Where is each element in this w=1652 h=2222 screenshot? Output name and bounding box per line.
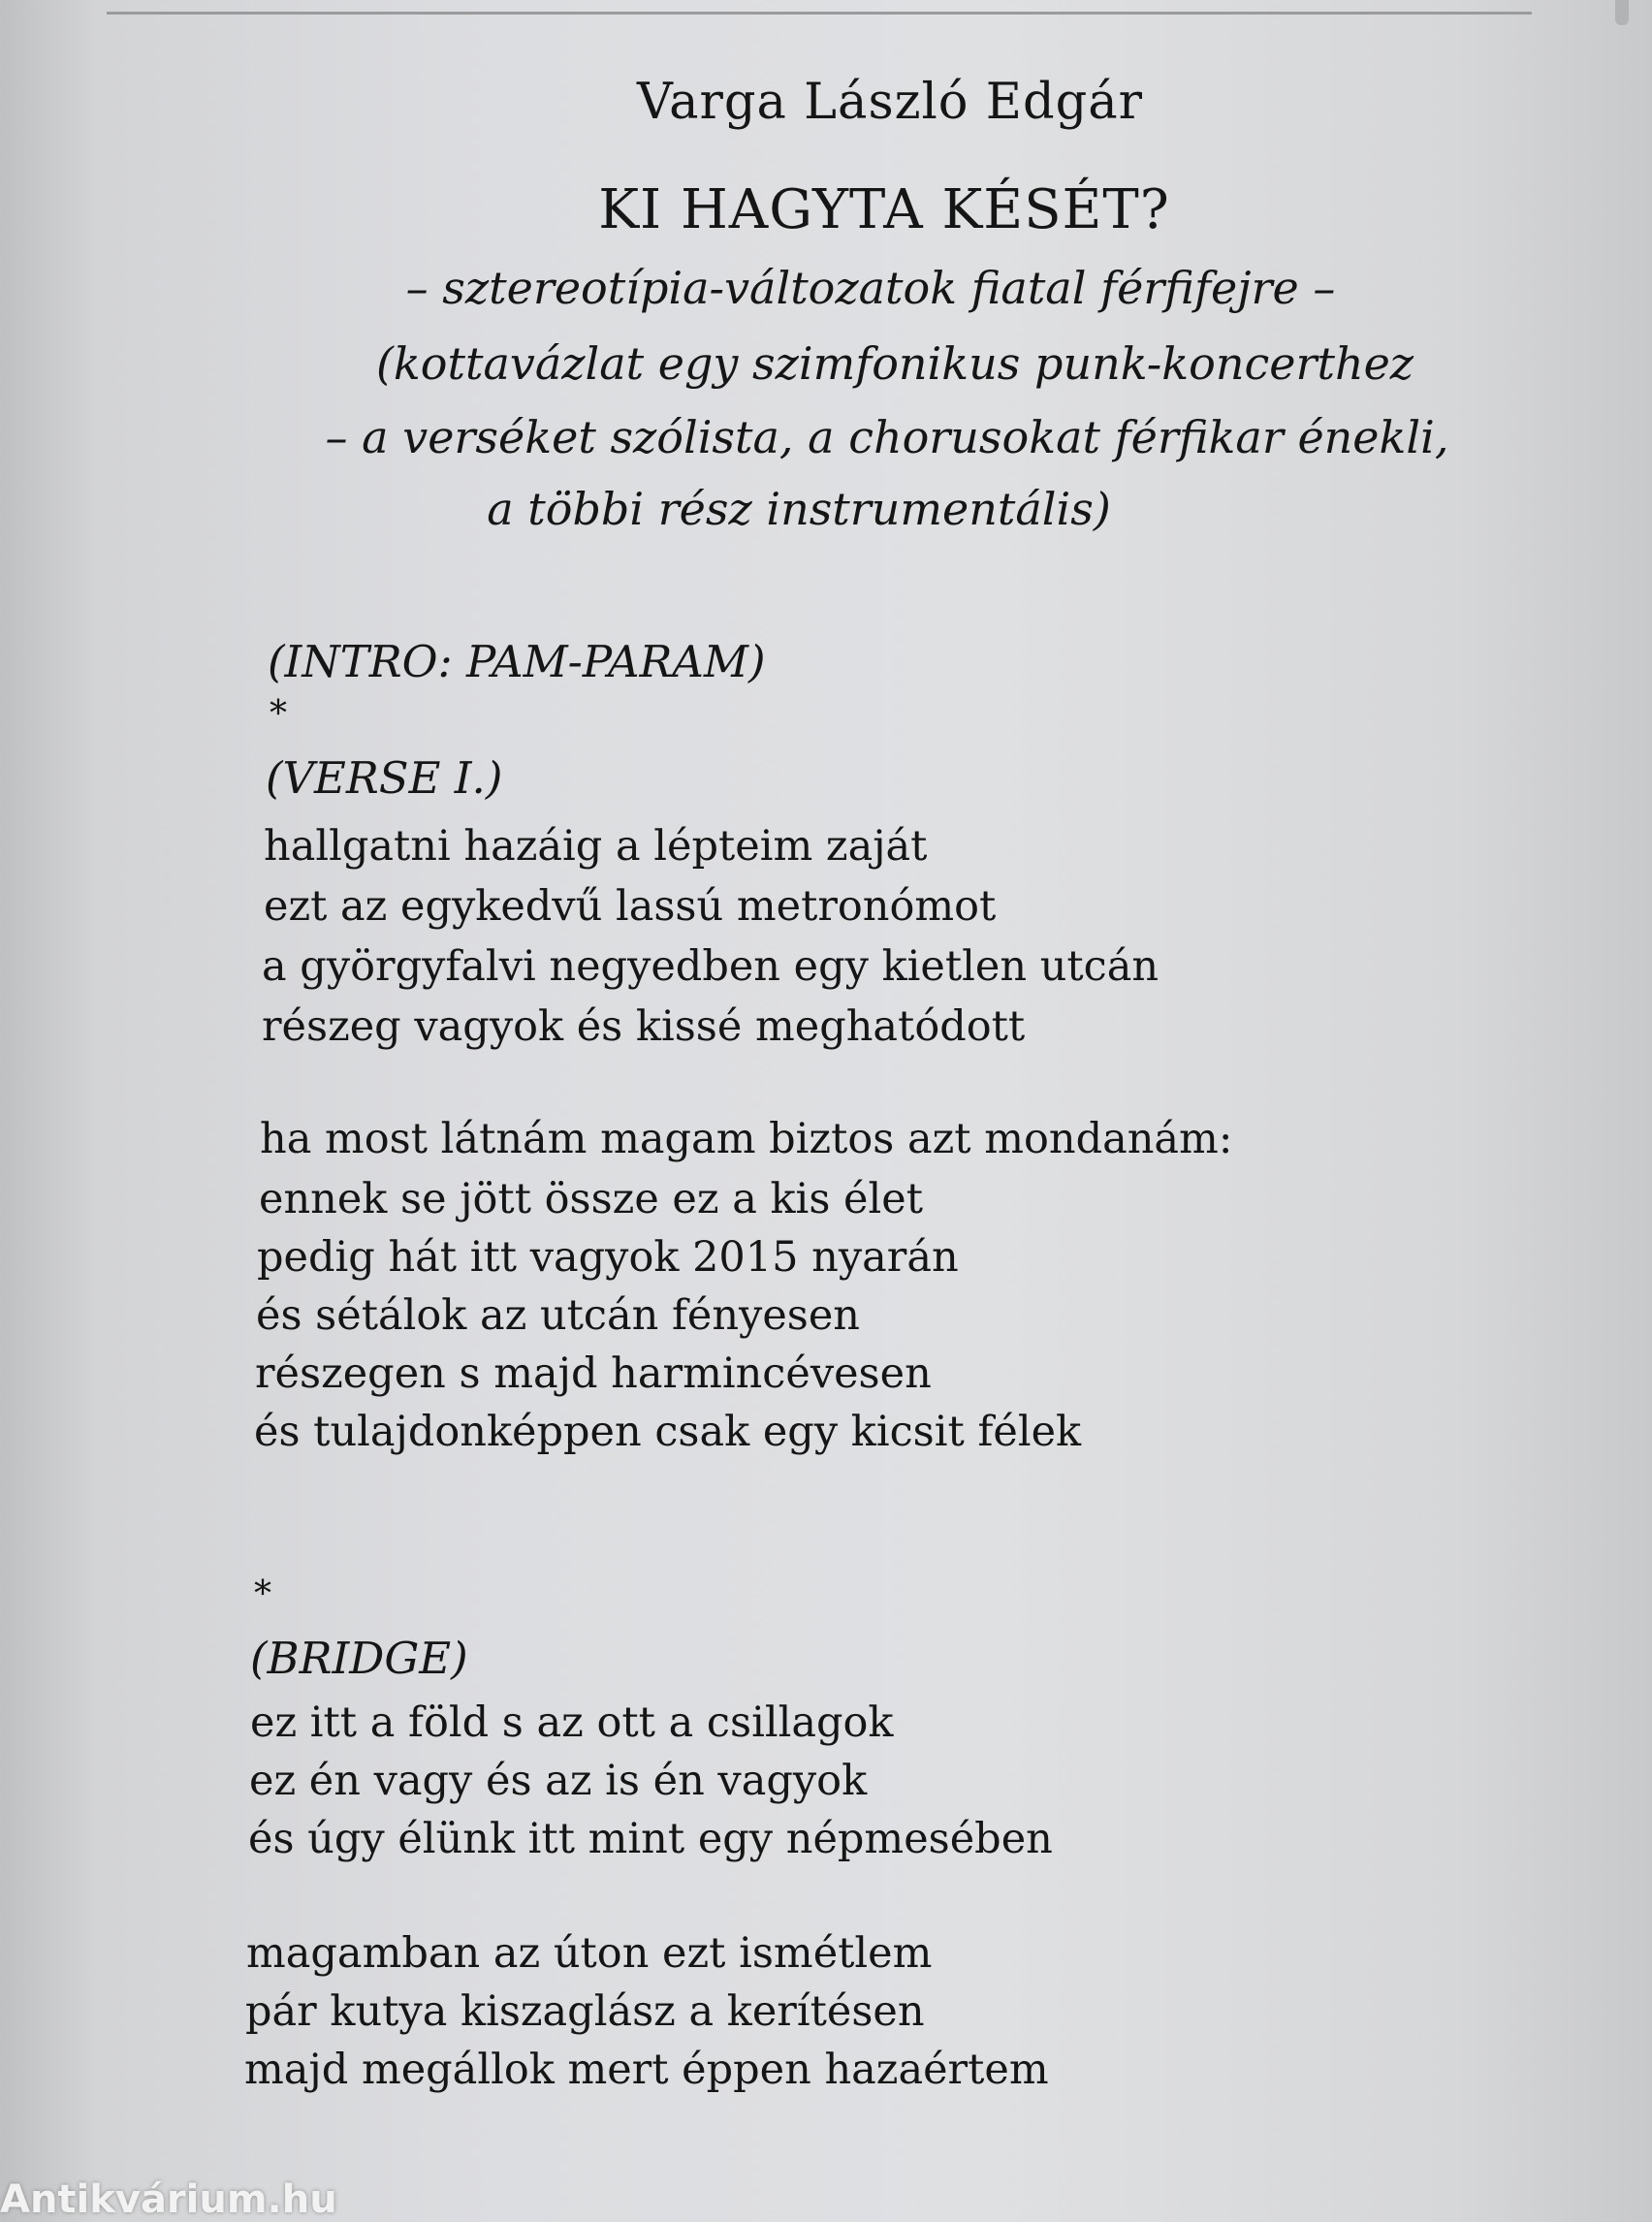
- verse-line: ennek se jött össze ez a kis élet: [259, 1175, 923, 1223]
- section-separator: *: [270, 694, 287, 734]
- verse-line: ez én vagy és az is én vagyok: [249, 1757, 868, 1805]
- subtitle-line-2: (kottavázlat egy szimfonikus punk-koncerthez: [375, 337, 1414, 390]
- poem-author: Varga László Edgár: [636, 74, 1144, 131]
- section-separator: *: [254, 1574, 271, 1614]
- verse-line: a györgyfalvi negyedben egy kietlen utcán: [262, 942, 1160, 991]
- verse-line: pedig hát itt vagyok 2015 nyarán: [257, 1233, 959, 1282]
- verse-line: majd megállok mert éppen hazaértem: [244, 2046, 1049, 2094]
- verse-line: ezt az egykedvű lassú metronómot: [264, 882, 997, 931]
- poem-title: KI HAGYTA KÉSÉT?: [598, 178, 1170, 241]
- verse-line: és úgy élünk itt mint egy népmesében: [248, 1815, 1053, 1863]
- watermark-text: Antikvárium.hu: [0, 2177, 337, 2222]
- verse-line: és tulajdonképpen csak egy kicsit félek: [254, 1408, 1082, 1456]
- verse-line: ha most látnám magam biztos azt mondanám:: [260, 1115, 1233, 1163]
- intro-heading: (INTRO: PAM-PARAM): [268, 636, 766, 687]
- subtitle-line-4: a többi rész instrumentális): [487, 483, 1111, 535]
- bridge-heading: (BRIDGE): [250, 1633, 468, 1684]
- verse-line: részeg vagyok és kissé meghatódott: [262, 1002, 1026, 1051]
- verse-line: hallgatni hazáig a lépteim zaját: [264, 822, 928, 871]
- verse-1-heading: (VERSE I.): [266, 752, 503, 804]
- subtitle-line-1: – sztereotípia-változatok fiatal férfifejre –: [405, 262, 1336, 314]
- subtitle-line-3: – a verséket szólista, a chorusokat férfikar énekli,: [325, 411, 1449, 463]
- verse-line: ez itt a föld s az ott a csillagok: [250, 1698, 894, 1747]
- verse-line: és sétálok az utcán fényesen: [256, 1291, 860, 1340]
- verse-line: pár kutya kiszaglász a kerítésen: [245, 1987, 925, 2036]
- verse-line: magamban az úton ezt ismétlem: [246, 1929, 933, 1978]
- verse-line: részegen s majd harmincévesen: [255, 1349, 932, 1398]
